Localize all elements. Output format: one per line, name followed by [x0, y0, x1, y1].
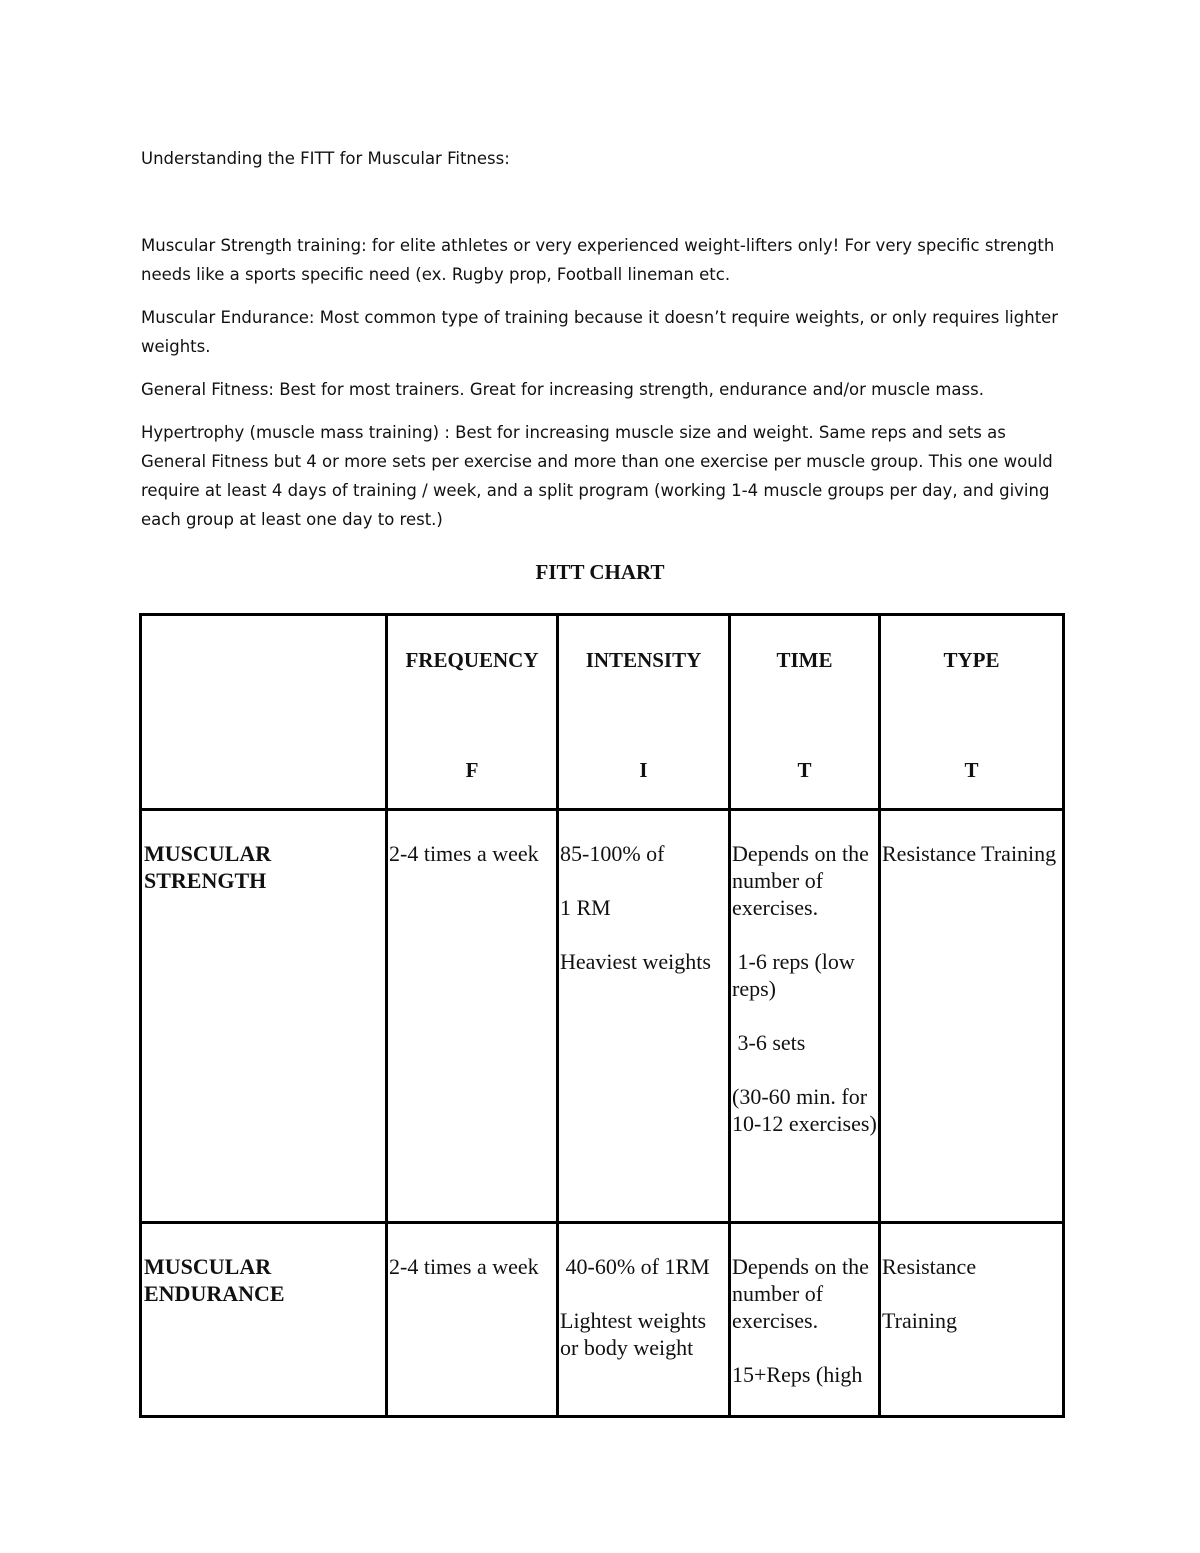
cell-line: 1-6 reps (low reps) — [732, 949, 861, 1001]
cell-frequency — [387, 810, 558, 1223]
intro-heading: Understanding the FITT for Muscular Fitness: — [141, 149, 510, 168]
cell-type — [880, 810, 1064, 1223]
header-word: TYPE — [943, 648, 1000, 672]
header-letter: F — [465, 758, 479, 782]
table-row-muscular-strength — [141, 810, 1064, 1223]
header-word: TIME — [776, 648, 833, 672]
header-time — [730, 615, 880, 810]
intro-section — [141, 144, 1061, 548]
row-label-text: MUSCULAR ENDURANCE — [144, 1254, 285, 1306]
header-letter: T — [797, 758, 812, 782]
row-label-text: MUSCULAR STRENGTH — [144, 841, 272, 893]
cell-line: 1 RM — [560, 895, 611, 920]
cell-intensity — [558, 1223, 730, 1417]
cell-line: Resistance — [882, 1254, 977, 1279]
cell-line: Training — [882, 1308, 957, 1333]
header-intensity — [558, 615, 730, 810]
header-word: INTENSITY — [585, 648, 702, 672]
cell-line: 3-6 sets — [732, 1030, 806, 1055]
row-label — [141, 1223, 387, 1417]
cell-line: Depends on the number of exercises. — [732, 841, 869, 920]
cell-line: Heaviest weights — [560, 949, 711, 974]
cell-line: 15+Reps (high — [732, 1362, 863, 1387]
cell-line: Depends on the number of exercises. — [732, 1254, 869, 1333]
cell-time — [730, 1223, 880, 1417]
cell-line: 2-4 times a week — [389, 841, 539, 866]
cell-line: 85-100% of — [560, 841, 665, 866]
cell-line: 40-60% of 1RM — [560, 1254, 710, 1279]
cell-intensity — [558, 810, 730, 1223]
table-row-muscular-endurance — [141, 1223, 1064, 1417]
table-header-row — [141, 615, 1064, 810]
header-letter: T — [964, 758, 979, 782]
cell-line: Resistance Training — [882, 841, 1057, 866]
paragraph-muscular-endurance: Muscular Endurance: Most common type of training because it doesn’t require weights, or only requires lighter weights. — [141, 308, 1059, 356]
header-empty-cell — [141, 615, 387, 810]
cell-time — [730, 810, 880, 1223]
cell-type — [880, 1223, 1064, 1417]
header-word: FREQUENCY — [405, 648, 539, 672]
paragraph-hypertrophy: Hypertrophy (muscle mass training) : Best for increasing muscle size and weight. Same reps and sets as General Fitness but 4 or more sets per exercise and more than one exercise per muscle group. This one would require at least 4 days of training / week, and a split program (working 1-4 muscle groups per day, and giving each group at least one day to rest.) — [141, 423, 1053, 529]
header-letter: I — [639, 758, 648, 782]
fitt-table — [139, 613, 1065, 1418]
cell-line: Lightest weights or body weight — [560, 1308, 707, 1360]
paragraph-muscular-strength: Muscular Strength training: for elite athletes or very experienced weight-lifters only! For very specific strength needs like a sports specific need (ex. Rugby prop, Football lineman etc. — [141, 236, 1055, 284]
row-label — [141, 810, 387, 1223]
paragraph-general-fitness: General Fitness: Best for most trainers. Great for increasing strength, endurance and/or muscle mass. — [141, 380, 984, 399]
cell-frequency — [387, 1223, 558, 1417]
chart-title: FITT CHART — [535, 560, 665, 584]
cell-line: 2-4 times a week — [389, 1254, 539, 1279]
header-type — [880, 615, 1064, 810]
header-frequency — [387, 615, 558, 810]
cell-line: (30-60 min. for 10-12 exercises) — [732, 1084, 877, 1136]
